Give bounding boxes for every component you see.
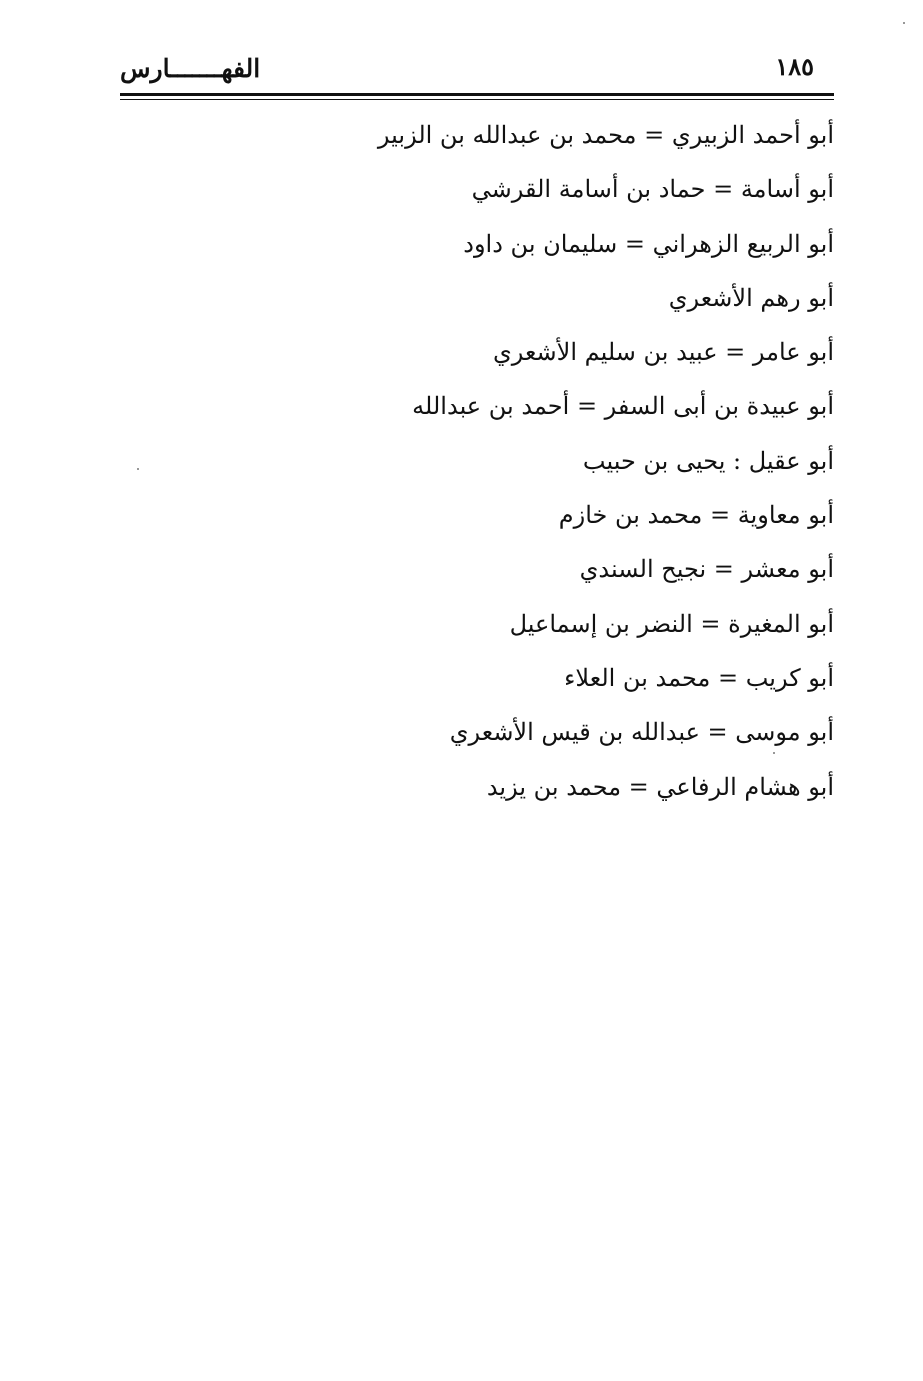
page-number: ١٨٥ [775, 52, 814, 81]
index-entry: أبو معشر = نجيح السندي [579, 555, 834, 584]
section-title: الفهـــــــارس [120, 54, 261, 83]
index-entry: أبو موسى = عبدالله بن قيس الأشعري [449, 718, 834, 747]
header-rule [120, 93, 834, 96]
index-entry: أبو الربيع الزهراني = سليمان بن داود [463, 229, 834, 258]
index-entry: أبو رهم الأشعري [668, 283, 834, 312]
index-entry: أبو عامر = عبيد بن سليم الأشعري [492, 338, 834, 367]
index-entry: أبو عبيدة بن أبى السفر = أحمد بن عبدالله [412, 392, 834, 421]
index-entries [300, 108, 834, 814]
index-entry: أبو هشام الرفاعي = محمد بن يزيد [486, 772, 834, 801]
index-entry: أبو عقيل : يحيى بن حبيب [582, 446, 834, 475]
running-header [120, 46, 832, 92]
scan-speck [773, 752, 775, 754]
index-entry: أبو كريب = محمد بن العلاء [564, 663, 834, 692]
header-rule-thin [120, 99, 834, 100]
index-entry: أبو أحمد الزبيري = محمد بن عبدالله بن الزبير [377, 121, 834, 149]
scan-speck [903, 22, 905, 24]
index-entry: أبو معاوية = محمد بن خازم [558, 501, 834, 530]
index-entry: أبو المغيرة = النضر بن إسماعيل [509, 609, 834, 638]
scan-speck [137, 468, 139, 470]
index-entry: أبو أسامة = حماد بن أسامة القرشي [471, 175, 834, 204]
